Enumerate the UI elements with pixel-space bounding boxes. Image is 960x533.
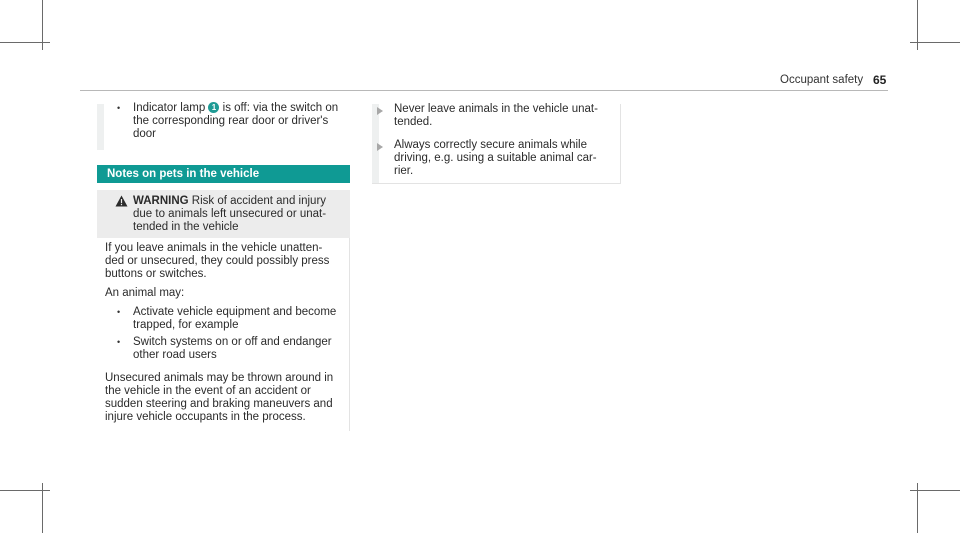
warning-bullet-line: other road users [133,349,217,361]
warning-bullet-line: trapped, for example [133,319,239,331]
right-item-line: tended. [394,116,433,128]
warning-body-line: buttons or switches. [105,268,207,280]
section-title: Notes on pets in the vehicle [97,165,350,183]
side-bar [97,104,104,150]
warning-heading-line: due to animals left unsecured or unat- [133,208,327,220]
intro-item-line [133,102,338,115]
warning-bullet-line: Activate vehicle equipment and become [133,306,337,318]
bullet: • [117,307,121,317]
warning-label: WARNING [133,195,189,207]
header-title: Occupant safety [780,74,864,86]
warning-closing-line: sudden steering and braking maneuvers and [105,398,333,410]
right-item-line: Never leave animals in the vehicle unat- [394,103,598,115]
right-item-line: driving, e.g. using a suitable animal car- [394,152,597,164]
intro-item-line: the corresponding rear door or driver's [133,115,329,127]
intro-text-a: Indicator lamp [133,102,206,114]
header-rule [80,90,888,91]
warning-body-line: ded or unsecured, they could possibly press [105,255,330,267]
warning-body-line: If you leave animals in the vehicle unatten- [105,242,323,254]
crop-mark [0,42,50,43]
arrow-right-icon [377,107,383,115]
right-frame-bottom [372,183,621,184]
warning-closing-line: injure vehicle occupants in the process. [105,411,306,423]
warning-closing-line: the vehicle in the event of an accident or [105,385,311,397]
indicator-badge-icon: 1 [208,102,219,113]
warning-body-line: An animal may: [105,287,185,299]
warning-closing-line: Unsecured animals may be thrown around in [105,372,334,384]
right-item-line: Always correctly secure animals while [394,139,588,151]
page-number: 65 [873,73,887,87]
bullet: • [117,337,121,347]
arrow-right-icon [377,143,383,151]
crop-mark [910,42,960,43]
crop-mark [0,490,50,491]
intro-text-b: is off: via the switch on [222,102,339,114]
right-item-line: rier. [394,165,414,177]
right-frame [620,104,621,184]
warning-triangle-icon [115,195,128,207]
bullet: • [117,103,121,113]
warning-heading-line: tended in the vehicle [133,221,239,233]
warning-bullet-line: Switch systems on or off and endanger [133,336,332,348]
intro-item-line: door [133,128,157,140]
warning-head-text: Risk of accident and injury [191,195,327,207]
warning-heading-line [133,195,326,208]
crop-mark [910,490,960,491]
